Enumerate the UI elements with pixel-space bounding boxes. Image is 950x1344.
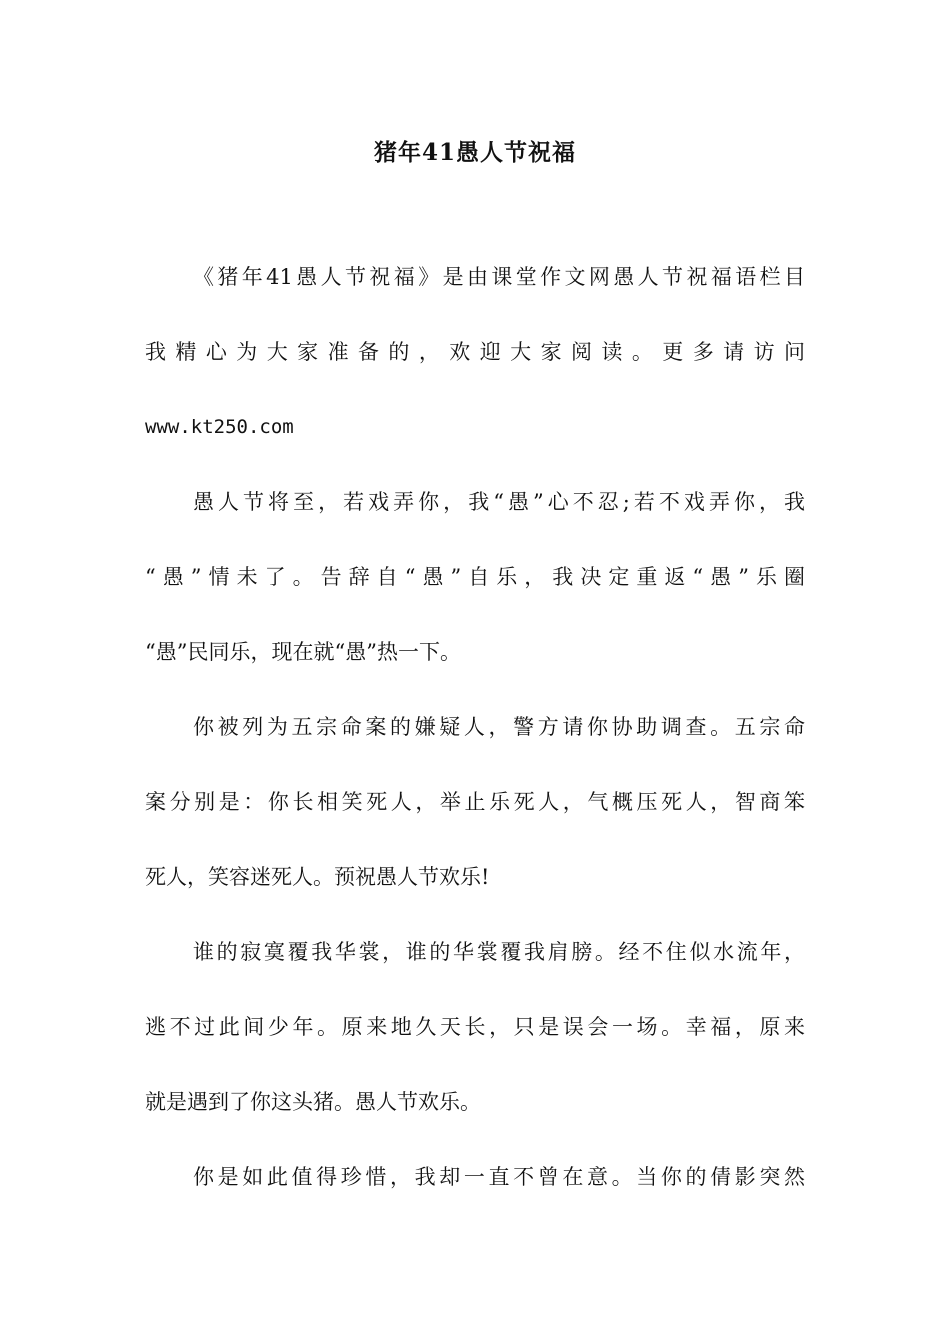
paragraph-line: 我精心为大家准备的，欢迎大家阅读。更多请访问 [145,340,805,364]
paragraph-line-url: www.kt250.com [145,416,294,438]
paragraph-line: “愚”情未了。告辞自“愚”自乐，我决定重返“愚”乐圈 [145,565,805,589]
paragraph-line: 案分别是：你长相笑死人，举止乐死人，气概压死人，智商笨 [145,790,805,814]
document-title: 猪年41愚人节祝福 [373,139,576,166]
paragraph-line: 你是如此值得珍惜，我却一直不曾在意。当你的倩影突然 [193,1165,805,1189]
paragraph-line: 就是遇到了你这头猪。愚人节欢乐。 [145,1090,481,1114]
paragraph-line: 逃不过此间少年。原来地久天长，只是误会一场。幸福，原来 [145,1015,805,1039]
paragraph-line: 你被列为五宗命案的嫌疑人，警方请你协助调查。五宗命 [193,715,805,739]
paragraph-line: “愚”民同乐，现在就“愚”热一下。 [145,640,461,664]
paragraph-line: 愚人节将至，若戏弄你，我“愚”心不忍;若不戏弄你，我 [193,490,805,514]
paragraph-line: 死人，笑容迷死人。预祝愚人节欢乐! [145,865,490,889]
document-body [145,258,805,1196]
paragraph-line: 《猪年41愚人节祝福》是由课堂作文网愚人节祝福语栏目 [193,265,805,289]
paragraph-line: 谁的寂寞覆我华裳，谁的华裳覆我肩膀。经不住似水流年， [193,940,805,964]
